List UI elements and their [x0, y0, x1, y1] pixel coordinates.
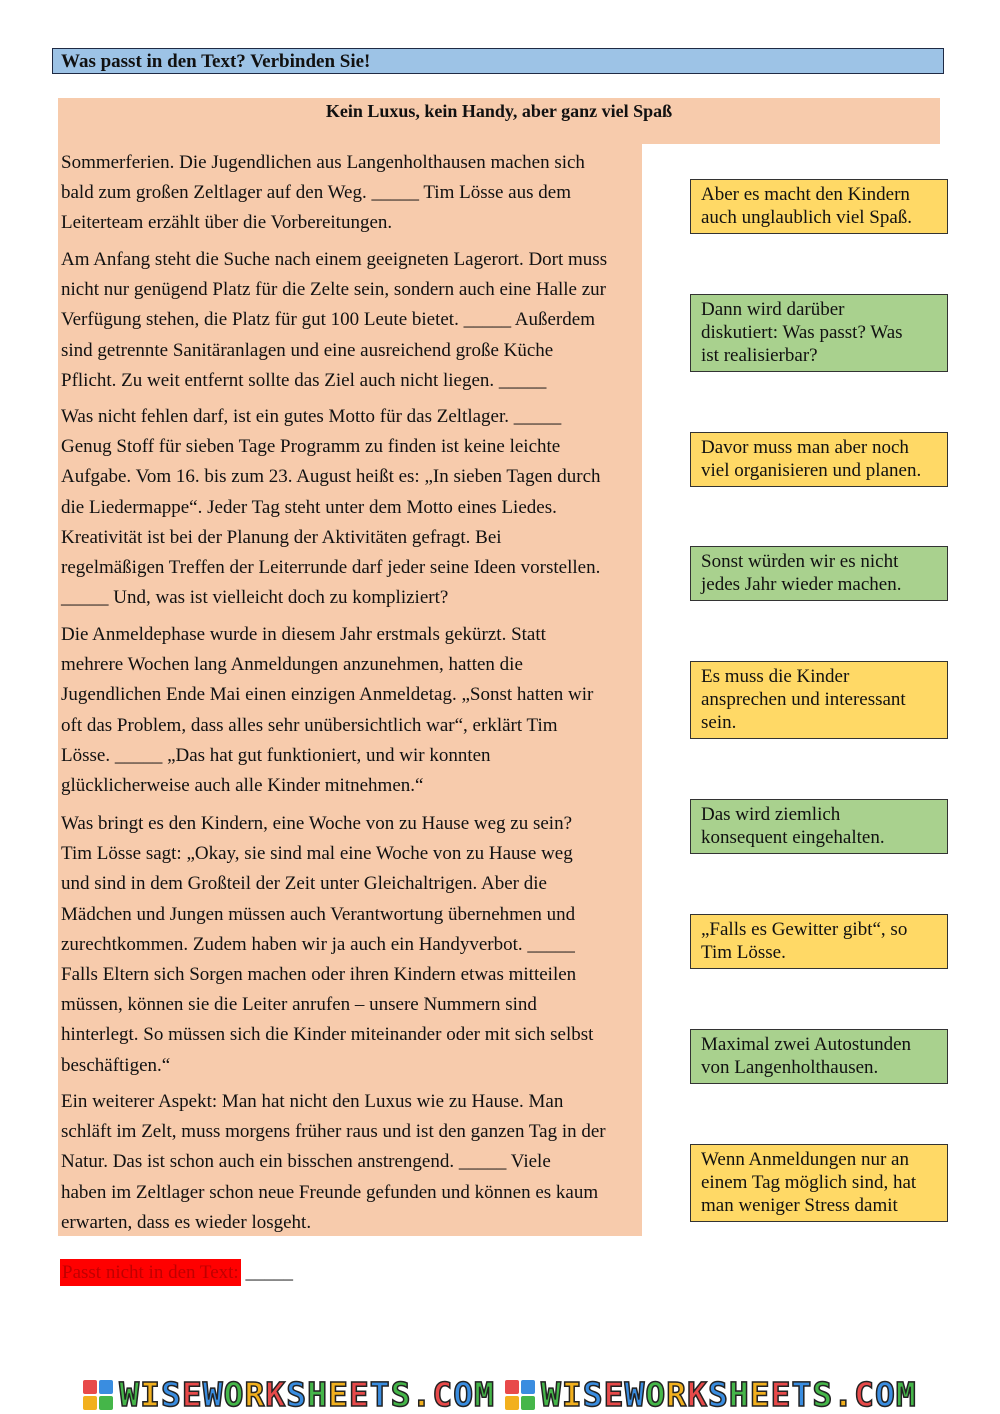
paragraph-3: Was nicht fehlen darf, ist ein gutes Motto für das Zeltlager. _____ Genug Stoff für sieben Tage Programm zu finden ist keine leichte Aufgabe. Vom 16. bis zum 23. August heißt es: „In sieben Tagen durch die Liedermappe“. Jeder Tag steht unter dem Motto eines Liedes. Kreativität ist bei der Planung der Aktivitäten gefragt. Bei regelmäßigen Treffen der Leiterrunde darf jeder seine Ideen vorstellen. _____ Und, was ist vielleicht doch zu kompliziert?: [61, 406, 601, 609]
option-box-6[interactable]: Das wird ziemlich konsequent eingehalten.: [690, 799, 948, 854]
option-box-2[interactable]: Dann wird darüber diskutiert: Was passt? Was ist realisierbar?: [690, 294, 948, 372]
option-box-9[interactable]: Wenn Anmeldungen nur an einem Tag möglich sind, hat man weniger Stress damit: [690, 1144, 948, 1222]
wiseworksheets-logo-icon: [83, 1380, 113, 1410]
paragraph-5: Was bringt es den Kindern, eine Woche von zu Hause weg zu sein? Tim Lösse sagt: „Okay, sie sind mal eine Woche von zu Hause weg und sind in dem Großteil der Zeit unter Gleichaltrigen. Aber die Mädchen und Jungen müssen auch Verantwortung übernehmen und zurechtkommen. Zudem haben wir ja auch ein Handyverbot. _____ Falls Eltern sich Sorgen machen oder ihren Kindern etwas mitteilen müssen, können sie die Leiter anrufen – unsere Nummern sind hinterlegt. So müssen sich die Kinder miteinander oder mit sich selbst beschäftigen.“: [61, 813, 594, 1076]
paragraph-4: Die Anmeldephase wurde in diesem Jahr erstmals gekürzt. Statt mehrere Wochen lang Anmeldungen anzunehmen, hatten die Jugendlichen Ende Mai einen einzigen Anmeldetag. „Sonst hatten wir oft das Problem, dass alles sehr unübersichtlich war“, erklärt Tim Lösse. _____ „Das hat gut funktioniert, und wir konnten glücklicherweise auch alle Kinder mitnehmen.“: [61, 624, 594, 797]
paragraph-1: Sommerferien. Die Jugendlichen aus Langenholthausen machen sich bald zum großen Zeltlager auf den Weg. _____ Tim Lösse aus dem Leiterteam erzählt über die Vorbereitungen.: [61, 152, 585, 234]
option-box-3[interactable]: Davor muss man aber noch viel organisieren und planen.: [690, 432, 948, 487]
odd-one-out-label: Passt nicht in den Text:: [60, 1259, 241, 1286]
article-body: [58, 144, 642, 1236]
footer-logo-text-1: WISEWORKSHEETS.COM: [119, 1375, 495, 1414]
option-box-4[interactable]: Sonst würden wir es nicht jedes Jahr wieder machen.: [690, 546, 948, 601]
option-box-8[interactable]: Maximal zwei Autostunden von Langenholthausen.: [690, 1029, 948, 1084]
paragraph-6: Ein weiterer Aspekt: Man hat nicht den Luxus wie zu Hause. Man schläft im Zelt, muss morgens früher raus und ist den ganzen Tag in der Natur. Das ist schon auch ein bisschen anstrengend. _____ Viele haben im Zeltlager schon neue Freunde gefunden und können es kaum erwarten, dass es wieder losgeht.: [61, 1091, 606, 1233]
odd-one-out-blank[interactable]: _____: [240, 1262, 293, 1283]
footer-logo-1: [83, 1375, 495, 1414]
footer-watermark: [0, 1376, 1000, 1413]
odd-one-out-row: [60, 1259, 293, 1286]
option-box-7[interactable]: „Falls es Gewitter gibt“, so Tim Lösse.: [690, 914, 948, 969]
instruction-heading: Was passt in den Text? Verbinden Sie!: [52, 48, 944, 74]
wiseworksheets-logo-icon: [505, 1380, 535, 1410]
option-box-1[interactable]: Aber es macht den Kindern auch unglaublich viel Spaß.: [690, 179, 948, 234]
footer-logo-text-2: WISEWORKSHEETS.COM: [541, 1375, 917, 1414]
paragraph-2: Am Anfang steht die Suche nach einem geeigneten Lagerort. Dort muss nicht nur genügend Platz für die Zelte sein, sondern auch eine Halle zur Verfügung stehen, die Platz für gut 100 Leute bietet. _____ Außerdem sind getrennte Sanitäranlagen und eine ausreichend große Küche Pflicht. Zu weit entfernt sollte das Ziel auch nicht liegen. _____: [61, 249, 608, 391]
option-box-5[interactable]: Es muss die Kinder ansprechen und interessant sein.: [690, 661, 948, 739]
footer-logo-2: [505, 1375, 917, 1414]
article-title: [58, 98, 940, 144]
article-title-text: Kein Luxus, kein Handy, aber ganz viel Spaß: [325, 101, 673, 121]
